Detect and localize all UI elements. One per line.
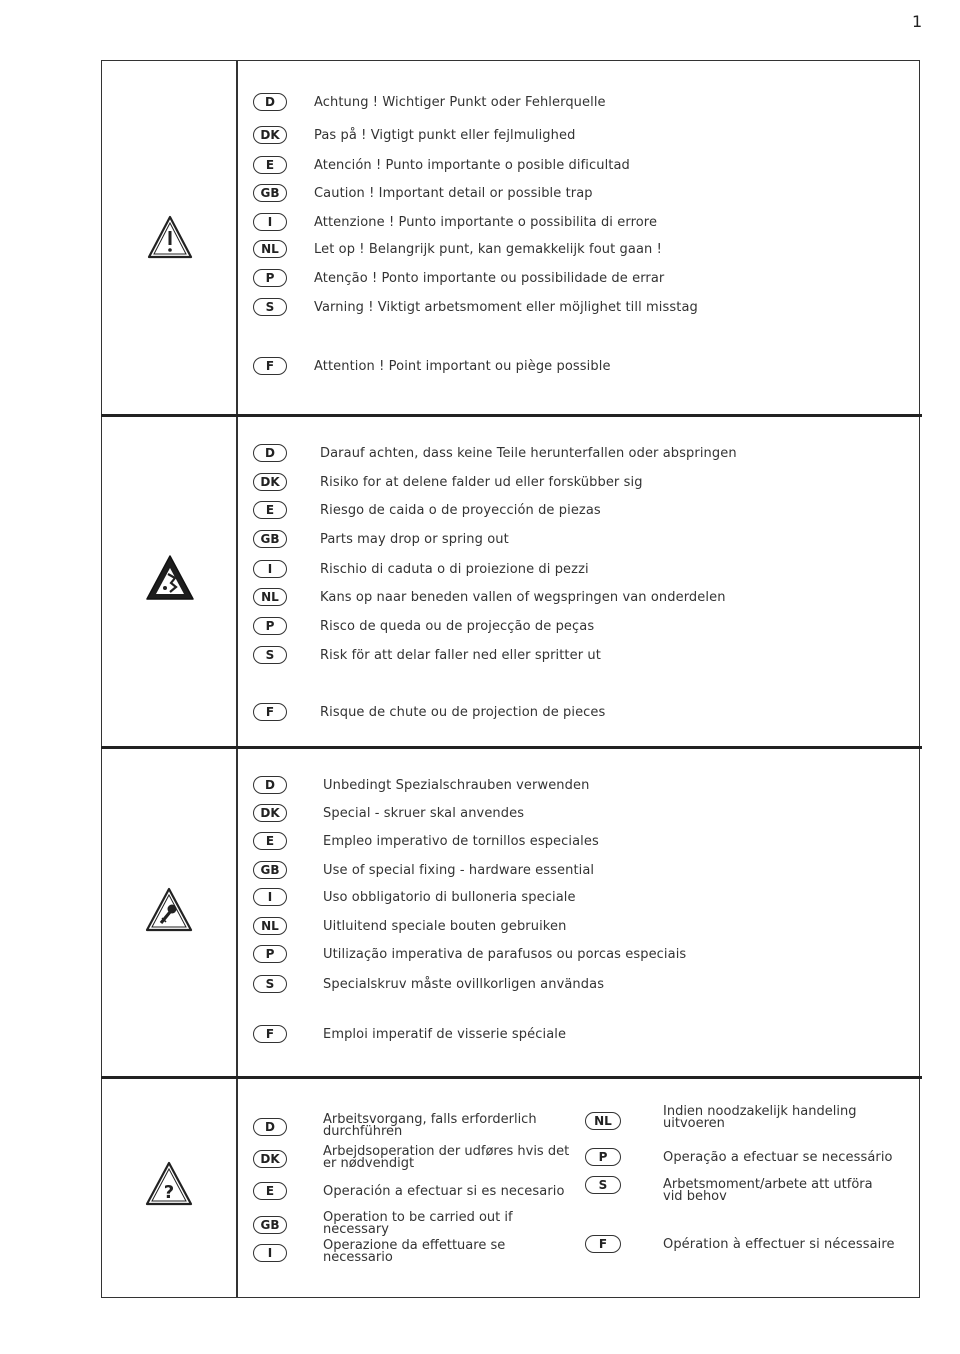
language-badge: D	[253, 93, 287, 111]
list-item	[253, 888, 576, 906]
language-badge: I	[253, 560, 287, 578]
list-item	[585, 1106, 873, 1130]
list-item	[253, 832, 599, 850]
language-badge: D	[253, 444, 287, 462]
row-text: Achtung ! Wichtiger Punkt oder Fehlerquelle	[314, 94, 606, 110]
row-text: Risque de chute ou de projection de pieces	[320, 704, 606, 720]
row-text: Risiko for at delene falder ud eller forskübber sig	[320, 474, 643, 490]
row-text: Caution ! Important detail or possible trap	[314, 185, 593, 201]
row-text: Atenção ! Ponto importante ou possibilidade de errar	[314, 270, 665, 286]
row-text: Unbedingt Spezialschrauben verwenden	[323, 777, 590, 793]
language-badge: I	[253, 213, 287, 231]
row-text: Attention ! Point important ou piège possible	[314, 358, 611, 374]
language-badge: P	[253, 617, 287, 635]
language-badge: S	[585, 1176, 621, 1194]
list-item	[253, 1025, 566, 1043]
language-badge: F	[585, 1235, 621, 1253]
language-badge: GB	[253, 530, 287, 548]
list-item	[253, 1212, 533, 1236]
list-item	[253, 804, 524, 822]
language-badge: P	[585, 1148, 621, 1166]
row-text: Risk för att delar faller ned eller spritter ut	[320, 647, 601, 663]
row-text: Use of special fixing - hardware essential	[323, 862, 595, 878]
language-badge: GB	[253, 1216, 287, 1234]
row-text: Operazione da effettuare se necessario	[323, 1238, 506, 1265]
row-text: Arbetsmoment/arbete att utföra vid behov	[663, 1177, 873, 1204]
section-divider	[101, 414, 922, 417]
row-text: Attenzione ! Punto importante o possibilita di errore	[314, 214, 658, 230]
list-item	[253, 473, 643, 491]
list-item	[585, 1235, 895, 1253]
list-item	[253, 560, 589, 578]
list-item	[253, 1146, 573, 1170]
list-item	[253, 776, 589, 794]
section-divider	[101, 746, 922, 749]
list-item	[253, 126, 575, 144]
row-text: Let op ! Belangrijk punt, kan gemakkelijk fout gaan !	[314, 241, 662, 257]
language-badge: S	[253, 975, 287, 993]
row-text: Operación a efectuar si es necesario	[323, 1183, 565, 1199]
row-text: Empleo imperativo de tornillos especiales	[323, 833, 599, 849]
row-text: Parts may drop or spring out	[320, 531, 509, 547]
list-item	[253, 213, 657, 231]
row-text: Uitluitend speciale bouten gebruiken	[323, 918, 567, 934]
list-item	[253, 357, 611, 375]
language-badge: I	[253, 888, 287, 906]
row-text: Operation to be carried out if necessary	[323, 1210, 513, 1237]
list-item	[585, 1176, 883, 1203]
language-badge: F	[253, 1025, 287, 1043]
list-item	[253, 588, 726, 606]
language-badge: F	[253, 357, 287, 375]
list-item	[253, 861, 594, 879]
list-item	[585, 1148, 893, 1166]
row-text: Operação a efectuar se necessário	[663, 1149, 893, 1165]
row-text: Specialskruv måste ovillkorligen användas	[323, 976, 605, 992]
language-badge: P	[253, 945, 287, 963]
language-badge: NL	[253, 240, 287, 258]
list-item	[253, 975, 604, 993]
row-text: Utilização imperativa de parafusos ou porcas especiais	[323, 946, 687, 962]
language-badge: F	[253, 703, 287, 721]
row-text: Riesgo de caida o de proyección de piezas	[320, 502, 601, 518]
list-item	[253, 1114, 553, 1138]
section-divider	[101, 1076, 922, 1079]
list-item	[253, 184, 593, 202]
column-divider	[236, 60, 238, 1298]
language-badge: P	[253, 269, 287, 287]
row-text: Indien noodzakelijk handeling uitvoeren	[663, 1104, 857, 1131]
row-text: Kans op naar beneden vallen of wegspringen van onderdelen	[320, 589, 726, 605]
language-badge: DK	[253, 126, 287, 144]
list-item	[253, 269, 664, 287]
language-badge: GB	[253, 184, 287, 202]
list-item	[253, 1240, 523, 1264]
warning-special-hardware-icon	[144, 886, 194, 934]
list-item	[253, 646, 601, 664]
language-badge: I	[253, 1244, 287, 1262]
row-text: Varning ! Viktigt arbetsmoment eller möjlighet till misstag	[314, 299, 698, 315]
list-item	[253, 703, 605, 721]
row-text: Rischio di caduta o di proiezione di pezzi	[320, 561, 589, 577]
row-text: Arbejdsoperation der udføres hvis det er nødvendigt	[323, 1144, 570, 1171]
row-text: Atención ! Punto importante o posible dificultad	[314, 157, 630, 173]
row-text: Arbeitsvorgang, falls erforderlich durchführen	[323, 1112, 537, 1139]
list-item	[253, 617, 594, 635]
language-badge: D	[253, 1118, 287, 1136]
row-text: Risco de queda ou de projecção de peças	[320, 618, 595, 634]
language-badge: D	[253, 776, 287, 794]
language-badge: DK	[253, 1150, 287, 1168]
warning-falling-parts-icon	[145, 554, 195, 602]
language-badge: DK	[253, 804, 287, 822]
page-number: 1	[912, 12, 923, 31]
row-text: Pas på ! Vigtigt punkt eller fejlmulighed	[314, 127, 576, 143]
language-badge: NL	[253, 588, 287, 606]
row-text: Special - skruer skal anvendes	[323, 805, 525, 821]
row-text: Opération à effectuer si nécessaire	[663, 1236, 895, 1252]
list-item	[253, 1182, 565, 1200]
language-badge: DK	[253, 473, 287, 491]
language-badge: GB	[253, 861, 287, 879]
list-item	[253, 298, 698, 316]
language-badge: E	[253, 832, 287, 850]
list-item	[253, 93, 606, 111]
list-item	[253, 444, 737, 462]
warning-question-icon	[144, 1160, 194, 1208]
svg-text:?: ?	[163, 1182, 175, 1203]
list-item	[253, 917, 566, 935]
list-item	[253, 530, 509, 548]
language-badge: S	[253, 646, 287, 664]
language-badge: S	[253, 298, 287, 316]
language-badge: E	[253, 156, 287, 174]
warning-exclamation-icon	[146, 214, 194, 260]
language-badge: NL	[585, 1112, 621, 1130]
language-badge: E	[253, 501, 287, 519]
language-badge: E	[253, 1182, 287, 1200]
language-badge: NL	[253, 917, 287, 935]
row-text: Emploi imperatif de visserie spéciale	[323, 1026, 567, 1042]
list-item	[253, 240, 662, 258]
row-text: Uso obbligatorio di bulloneria speciale	[323, 889, 576, 905]
list-item	[253, 156, 630, 174]
list-item	[253, 945, 686, 963]
row-text: Darauf achten, dass keine Teile herunterfallen oder abspringen	[320, 445, 737, 461]
list-item	[253, 501, 601, 519]
